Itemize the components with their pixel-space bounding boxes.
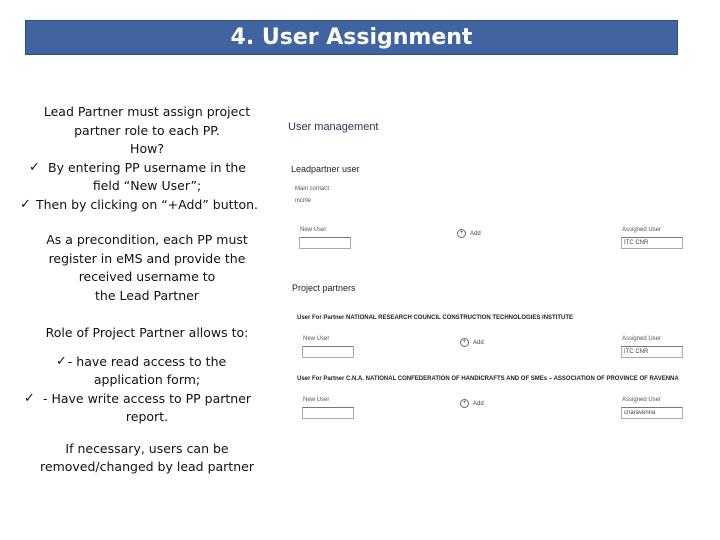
partner-2-add-button[interactable] (460, 399, 484, 408)
main-contact-value: mcrile (295, 198, 311, 204)
para-line: field “New User”; (92, 178, 202, 193)
check-icon: ✓ (29, 159, 40, 175)
partner-1-assigned-user-field[interactable]: ITC CNR (621, 346, 683, 358)
bullet-text: Then by clicking on “+Add” button. (35, 196, 259, 212)
para-line: removed/changed by lead partner (40, 459, 254, 474)
bullet-item (22, 353, 272, 372)
para-line: partner role to each PP. (74, 122, 220, 138)
assigned-user-label: Assigned User (622, 397, 662, 403)
new-user-input[interactable] (299, 237, 351, 249)
title-banner (25, 20, 678, 55)
check-icon: ✓ (20, 196, 31, 212)
para-line: How? (130, 141, 164, 156)
partner-1-new-user-input[interactable] (302, 346, 354, 358)
para-line: application form; (93, 372, 201, 387)
page-title: 4. User Assignment (230, 25, 473, 50)
para-line: the Lead Partner (95, 287, 199, 303)
para-line: If necessary, users can be (65, 440, 229, 456)
partner-1-title: User For Partner NATIONAL RESEARCH COUNCIL CONSTRUCTION TECHNOLOGIES INSTITUTE (297, 315, 574, 321)
assigned-user-label: Assigned User (622, 227, 662, 233)
main-contact-label: Main contact (295, 186, 330, 192)
bullet-item (22, 196, 272, 215)
add-label: Add (470, 230, 481, 237)
project-partners-heading: Project partners (292, 283, 356, 293)
new-user-label: New User (303, 336, 330, 342)
new-user-label: New User (300, 227, 327, 233)
bullet-text: - have read access to the (67, 353, 227, 369)
bullet-text: By entering PP username in the (48, 159, 246, 175)
bullet-item (22, 159, 272, 178)
para-line: received username to (78, 269, 216, 284)
user-management-heading: User management (288, 121, 379, 133)
assigned-user-field[interactable]: ITC CNR (621, 237, 683, 249)
para-line: As a precondition, each PP must (46, 232, 248, 247)
para-line: Lead Partner must assign project (43, 104, 251, 119)
plus-icon: + (457, 229, 466, 238)
instructions-text (22, 103, 272, 477)
lead-partner-user-heading: Leadpartner user (291, 164, 360, 174)
add-label: Add (473, 400, 484, 407)
new-user-label: New User (303, 397, 330, 403)
bullet-text: - Have write access to PP partner (42, 390, 252, 406)
bullet-item (22, 390, 272, 409)
para-line: report. (125, 409, 169, 424)
plus-icon: + (460, 338, 469, 347)
partner-2-new-user-input[interactable] (302, 407, 354, 419)
assigned-user-label: Assigned User (622, 336, 662, 342)
add-button[interactable] (457, 229, 481, 238)
add-label: Add (473, 339, 484, 346)
check-icon: ✓ (56, 353, 67, 369)
para-line: register in eMS and provide the (48, 250, 246, 266)
check-icon: ✓ (24, 390, 35, 406)
plus-icon: + (460, 399, 469, 408)
partner-2-title: User For Partner C.N.A. NATIONAL CONFEDERATION OF HANDICRAFTS AND OF SMEs – ASSOCIATION OF PROVINCE OF RAVENNA (297, 376, 679, 382)
partner-1-add-button[interactable] (460, 338, 484, 347)
partner-2-assigned-user-field[interactable]: cnaravenna (621, 407, 683, 419)
para-line: Role of Project Partner allows to: (45, 325, 249, 340)
user-management-screenshot (285, 110, 705, 430)
